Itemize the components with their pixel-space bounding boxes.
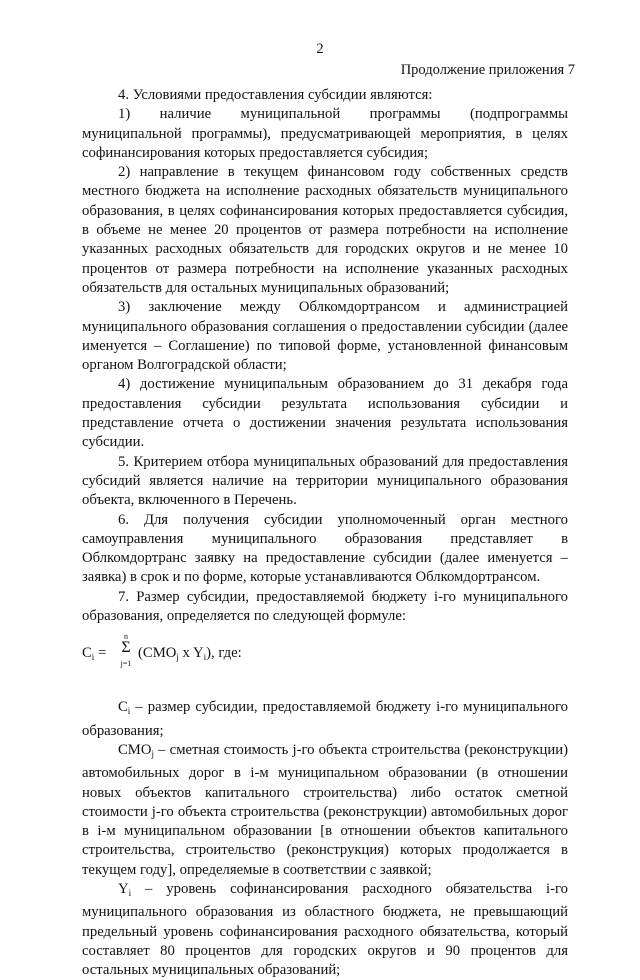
document-body — [82, 86, 568, 980]
paragraph: 4) достижение муниципальным образованием до 31 декабря года предоставления субсидии результата использования субсидии и представление отчета о достижении значения результата использования субсидии. — [82, 376, 568, 451]
subsidy-formula — [82, 632, 568, 692]
appendix-continuation-label: Продолжение приложения 7 — [400, 62, 575, 78]
formula-rhs: ($СМО_j$ x $Y_i$), где: — [138, 645, 242, 663]
paragraph: 4. Условиями предоставления субсидии являются: — [118, 87, 433, 103]
formula-lhs: $C_i$ = — [82, 645, 107, 663]
paragraph: 5. Критерием отбора муниципальных образований для предоставления субсидий является наличие на территории муниципального образования объекта, включенного в Перечень. — [82, 453, 568, 509]
sum-sign: n Σ j=1 — [120, 632, 132, 669]
page-number: 2 — [316, 41, 324, 57]
paragraph: 7. Размер субсидии, предоставляемой бюджету i-го муниципального образования, определяется по следующей формуле: — [82, 588, 568, 625]
definition-yi: $Y_i$ – уровень софинансирования расходного обязательства i-го муниципального образования из областного бюджета, не превышающий предельный уровень софинансирования расходного обязательства, который составляет 80 процентов для городских округов и 90 процентов для остальных муниципальных образований; — [82, 880, 568, 979]
paragraph: 3) заключение между Облкомдортрансом и администрацией муниципального образования соглашения о предоставлении субсидии (далее именуется – Соглашение) по типовой форме, установленной финансовым органом Волгоградской области; — [82, 299, 568, 374]
paragraph: 6. Для получения субсидии уполномоченный орган местного самоуправления муниципального образования представляет в Облкомдортранс заявку на предоставление субсидии (далее именуется – заявка) в срок и по форме, которые устанавливаются Облкомдортрансом. — [82, 511, 568, 586]
paragraph: 1) наличие муниципальной программы (подпрограммы муниципальной программы), предусматривающей мероприятия, в целях софинансирования которых предоставляется субсидия; — [82, 106, 568, 161]
paragraph: 2) направление в текущем финансовом году собственных средств местного бюджета на исполнение расходных обязательств муниципального образования, в целях софинансирования которых предоставляется субсидия, в объеме не менее 20 процентов от размера потребности на исполнение указанных расходных обязательств для городских округов и не менее 10 процентов от размера потребности на исполнение указанных расходных обязательств для остальных муниципальных образований; — [82, 164, 568, 296]
definition-smo: $СМО_j$ – сметная стоимость j-го объекта строительства (реконструкции) автомобильных дорог в i-м муниципальном образовании (в отношении новых объектов капитального строительства) либо остаток сметной стоимости j-го объекта строительства (реконструкции) автомобильных дорог в i-м муниципальном образовании [в отношении объектов капитального строительства, строительство (реконструкция) которых продолжается в текущем году], определяемые в соответствии с заявкой; — [82, 741, 568, 878]
definition-ci: $C_i$ – размер субсидии, предоставляемой бюджету i-го муниципального образования; — [82, 699, 568, 739]
